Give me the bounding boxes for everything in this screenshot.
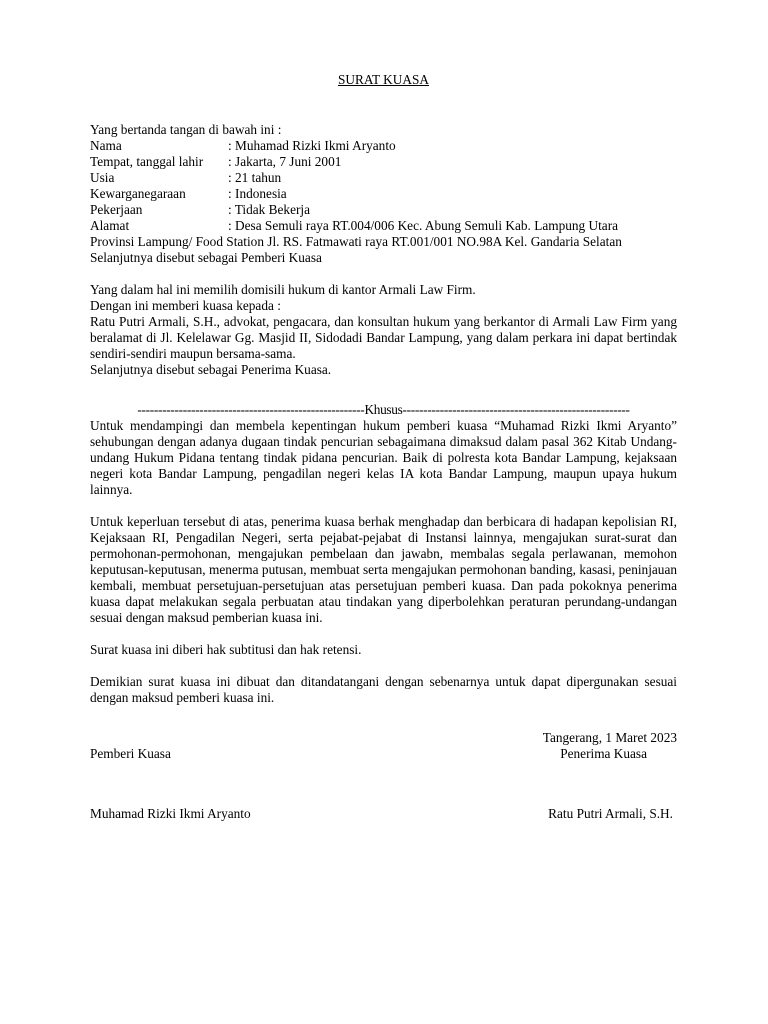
field-value: : 21 tahun [228,170,282,185]
divider-label: Khusus [364,402,403,417]
field-value: : Jakarta, 7 Juni 2001 [228,154,342,169]
field-value: : Tidak Bekerja [228,202,310,217]
paragraph-closing: Demikian surat kuasa ini dibuat dan ditandatangani dengan sebenarnya untuk dapat dipergunakan sesuai dengan maksud pemberi kuasa ini. [90,674,677,705]
paragraph-powers: Untuk keperluan tersebut di atas, penerima kuasa berhak menghadap dan berbicara di hadapan kepolisian RI, Kejaksaan RI, Pengadilan Negeri, serta pejabat-pejabat di Instansi lainnya, mengajukan surat-surat dan permohonan-permohonan, mengajukan pembelaan dan jawabn, membalas segala perlawanan, memohon keputusan-keputusan, menerma putusan, membuat serta mengajukan permohonan banding, kasasi, peninjauan kembali, membuat persetujuan-persetujuan atas persetujuan pemberi kuasa. Dan pada pokoknya penerima kuasa dapat melakukan segala perbuatan atau tindakan yang diperbolehkan peraturan perundang-undangan sesuai dengan maksud pemberian kuasa ini. [90,514,677,625]
divider-dashes-left: ------------------------------------------------------- [137,402,365,417]
domicile-line: Yang dalam hal ini memilih domisili hukum di kantor Armali Law Firm. [90,282,476,297]
field-label: Alamat [90,218,130,233]
grantee-signature-title: Penerima Kuasa [560,746,647,761]
grant-line: Dengan ini memberi kuasa kepada : [90,298,281,313]
field-value: : Desa Semuli raya RT.004/006 Kec. Abung Semuli Kab. Lampung Utara [228,218,619,233]
grantor-row-occupation [90,202,677,218]
field-value: : Indonesia [228,186,287,201]
field-label: Pekerjaan [90,202,143,217]
field-label: Usia [90,170,115,185]
field-value: : Muhamad Rizki Ikmi Aryanto [228,138,396,153]
grantor-signature-name: Muhamad Rizki Ikmi Aryanto [90,806,251,821]
grantor-note: Selanjutnya disebut sebagai Pemberi Kuasa [90,250,322,265]
field-label: Nama [90,138,122,153]
grantee-note: Selanjutnya disebut sebagai Penerima Kuasa. [90,362,332,377]
grantor-details [90,138,677,250]
paragraph-substitution: Surat kuasa ini diberi hak subtitusi dan hak retensi. [90,642,362,657]
grantor-row-name [90,138,677,154]
divider-dashes-right: ------------------------------------------------------- [402,402,630,417]
field-label: Tempat, tanggal lahir [90,154,204,169]
place-date: Tangerang, 1 Maret 2023 [542,730,677,745]
section-divider-khusus [90,402,677,418]
paragraph-scope: Untuk mendampingi dan membela kepentingan hukum pemberi kuasa “Muhamad Rizki Ikmi Aryanto” sehubungan dengan adanya dugaan tindak pencurian sebagaimana dimaksud dalam pasal 362 Kitab Undang-undang Hukum Pidana tentang tindak pidana pencurian. Baik di polresta kota Bandar Lampung, kejaksaan negeri kota Bandar Lampung, pengadilan negeri kelas IA kota Bandar Lampung, maupun upaya hukum lainnya. [90,418,677,497]
grantee-paragraph: Ratu Putri Armali, S.H., advokat, pengacara, dan konsultan hukum yang berkantor di Armali Law Firm yang beralamat di Jl. Kelelawar Gg. Masjid II, Sidodadi Bandar Lampung, yang dalam perkara ini dapat bertindak sendiri-sendiri maupun bersama-sama. [90,314,677,361]
grantor-row-nationality [90,186,677,202]
signature-names [90,806,677,822]
grantee-signature-name: Ratu Putri Armali, S.H. [548,806,673,821]
letter-body [90,72,677,822]
address-continuation: Provinsi Lampung/ Food Station Jl. RS. Fatmawati raya RT.001/001 NO.98A Kel. Gandaria Selatan [90,234,622,249]
field-label: Kewarganegaraan [90,186,186,201]
grantor-row-address [90,218,677,234]
signature-titles [90,746,677,762]
grantor-row-birth [90,154,677,170]
document-title: SURAT KUASA [337,72,429,87]
grantor-signature-title: Pemberi Kuasa [90,746,171,761]
intro-line: Yang bertanda tangan di bawah ini : [90,122,282,137]
grantor-row-age [90,170,677,186]
